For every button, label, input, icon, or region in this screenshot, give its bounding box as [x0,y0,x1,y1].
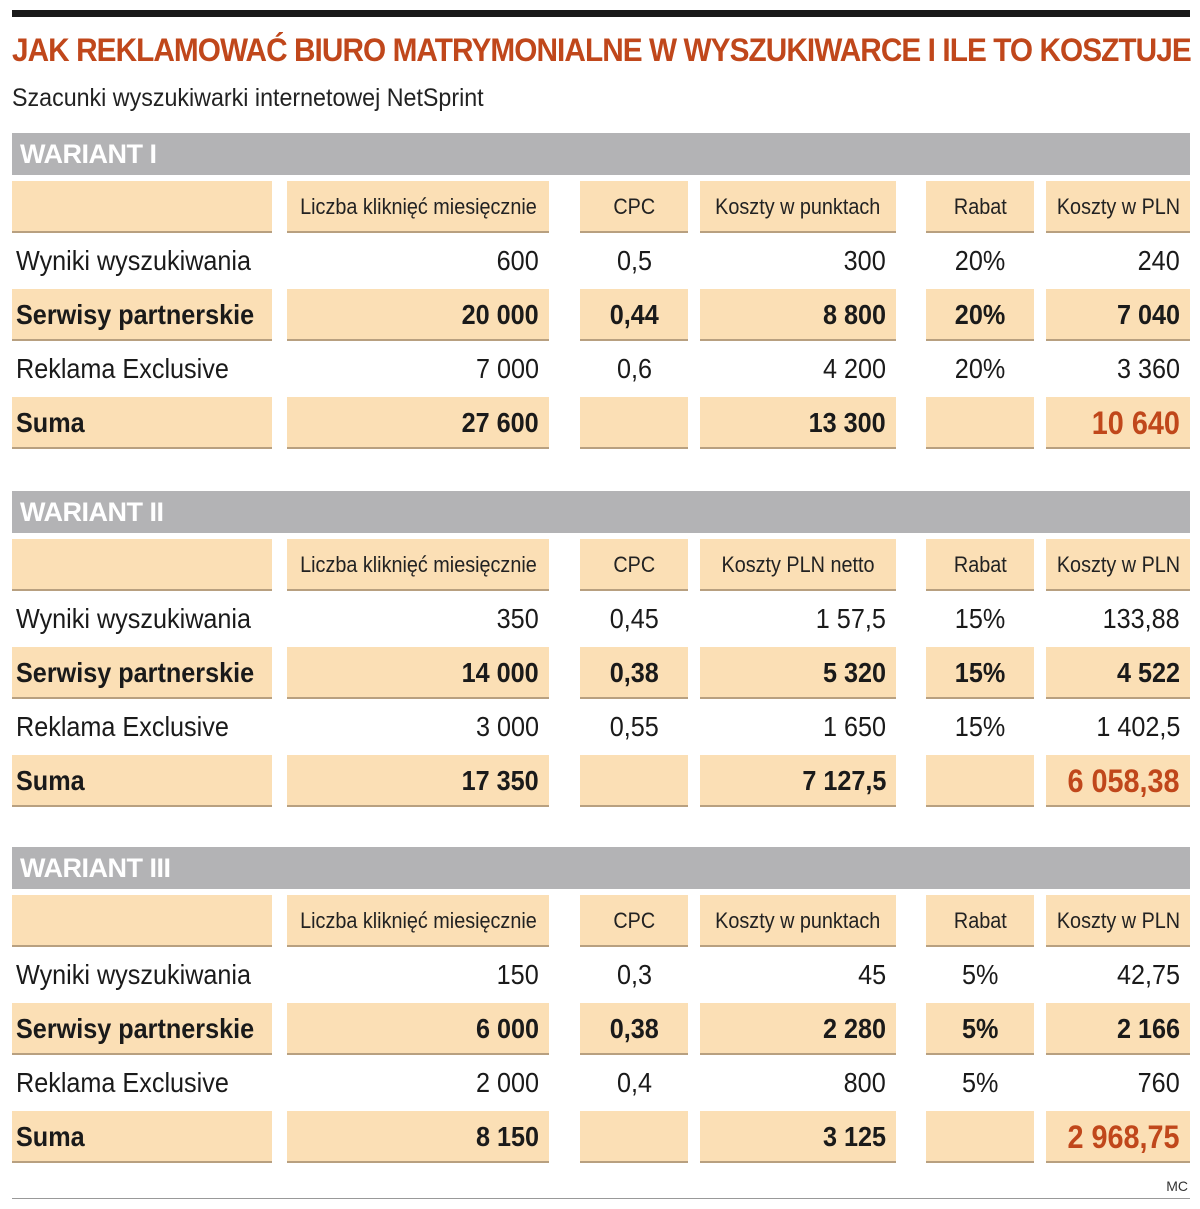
top-rule [12,10,1190,17]
row-label: Serwisy partnerskie [12,1003,272,1055]
table-cell: 300 [700,235,896,287]
row-label: Reklama Exclusive [12,343,272,395]
table-cell: 7 127,5 [700,755,896,807]
table-cell: 8 800 [700,289,896,341]
table-cell: 15% [926,593,1034,645]
table-cell: 0,38 [580,1003,688,1055]
table-cell: 14 000 [287,647,549,699]
table-cell: 0,38 [580,647,688,699]
table-cell: 0,5 [580,235,688,287]
column-header [12,895,272,947]
column-header: Koszty w PLN [1046,895,1190,947]
table-cell: 350 [287,593,549,645]
page-subtitle: Szacunki wyszukiwarki internetowej NetSprint [12,84,484,112]
row-label: Suma [12,1111,272,1163]
row-label: Wyniki wyszukiwania [12,593,272,645]
table-cell: 2 166 [1046,1003,1190,1055]
table-cell: 4 200 [700,343,896,395]
table-cell: 45 [700,949,896,1001]
variant-title: WARIANT I [12,133,1190,175]
table-cell: 15% [926,647,1034,699]
table-cell: 4 522 [1046,647,1190,699]
table-cell: 0,6 [580,343,688,395]
table-cell: 0,3 [580,949,688,1001]
table-cell: 5% [926,1003,1034,1055]
table-cell: 760 [1046,1057,1190,1109]
table-cell: 6 000 [287,1003,549,1055]
table-cell [580,1111,688,1163]
table-cell: 20% [926,235,1034,287]
column-header: CPC [580,895,688,947]
table-cell [926,397,1034,449]
bottom-rule [12,1198,1190,1199]
row-label: Suma [12,397,272,449]
table-cell [580,755,688,807]
table-cell: 1 57,5 [700,593,896,645]
table-cell: 0,4 [580,1057,688,1109]
variant-title: WARIANT II [12,491,1190,533]
table-cell: 13 300 [700,397,896,449]
table-cell: 0,45 [580,593,688,645]
column-header: Rabat [926,181,1034,233]
table-cell: 20% [926,343,1034,395]
table-cell: 6 058,38 [1046,755,1190,807]
column-header: Koszty w PLN [1046,181,1190,233]
row-label: Serwisy partnerskie [12,289,272,341]
table-cell [926,1111,1034,1163]
row-label: Serwisy partnerskie [12,647,272,699]
column-header: Liczba kliknięć miesięcznie [287,539,549,591]
table-cell: 17 350 [287,755,549,807]
table-cell: 5 320 [700,647,896,699]
table-cell: 3 000 [287,701,549,753]
column-header: Liczba kliknięć miesięcznie [287,181,549,233]
row-label: Suma [12,755,272,807]
row-label: Wyniki wyszukiwania [12,235,272,287]
table-cell: 2 280 [700,1003,896,1055]
table-cell: 2 968,75 [1046,1111,1190,1163]
table-cell: 5% [926,949,1034,1001]
table-cell: 7 000 [287,343,549,395]
table-cell: 7 040 [1046,289,1190,341]
table-cell [580,397,688,449]
credit: MC [1166,1178,1188,1194]
column-header [12,181,272,233]
table-cell: 20% [926,289,1034,341]
column-header: CPC [580,539,688,591]
table-cell: 5% [926,1057,1034,1109]
column-header: Liczba kliknięć miesięcznie [287,895,549,947]
table-cell: 2 000 [287,1057,549,1109]
table-cell: 0,44 [580,289,688,341]
page-title: JAK REKLAMOWAĆ BIURO MATRYMONIALNE W WYSZUKIWARCE I ILE TO KOSZTUJE [12,32,1191,68]
row-label: Reklama Exclusive [12,1057,272,1109]
table-cell: 150 [287,949,549,1001]
table-cell: 800 [700,1057,896,1109]
table-cell [926,755,1034,807]
table-cell: 10 640 [1046,397,1190,449]
row-label: Wyniki wyszukiwania [12,949,272,1001]
table-cell: 3 125 [700,1111,896,1163]
table-cell: 0,55 [580,701,688,753]
column-header: Koszty w punktach [700,895,896,947]
table-cell: 240 [1046,235,1190,287]
table-cell: 27 600 [287,397,549,449]
table-cell: 20 000 [287,289,549,341]
table-cell: 42,75 [1046,949,1190,1001]
variant-title: WARIANT III [12,847,1190,889]
column-header: Koszty w punktach [700,181,896,233]
column-header: Koszty PLN netto [700,539,896,591]
table-cell: 1 650 [700,701,896,753]
column-header: Rabat [926,895,1034,947]
table-cell: 3 360 [1046,343,1190,395]
table-cell: 8 150 [287,1111,549,1163]
table-cell: 1 402,5 [1046,701,1190,753]
row-label: Reklama Exclusive [12,701,272,753]
column-header: CPC [580,181,688,233]
table-cell: 600 [287,235,549,287]
column-header: Rabat [926,539,1034,591]
column-header [12,539,272,591]
table-cell: 133,88 [1046,593,1190,645]
column-header: Koszty w PLN [1046,539,1190,591]
table-cell: 15% [926,701,1034,753]
